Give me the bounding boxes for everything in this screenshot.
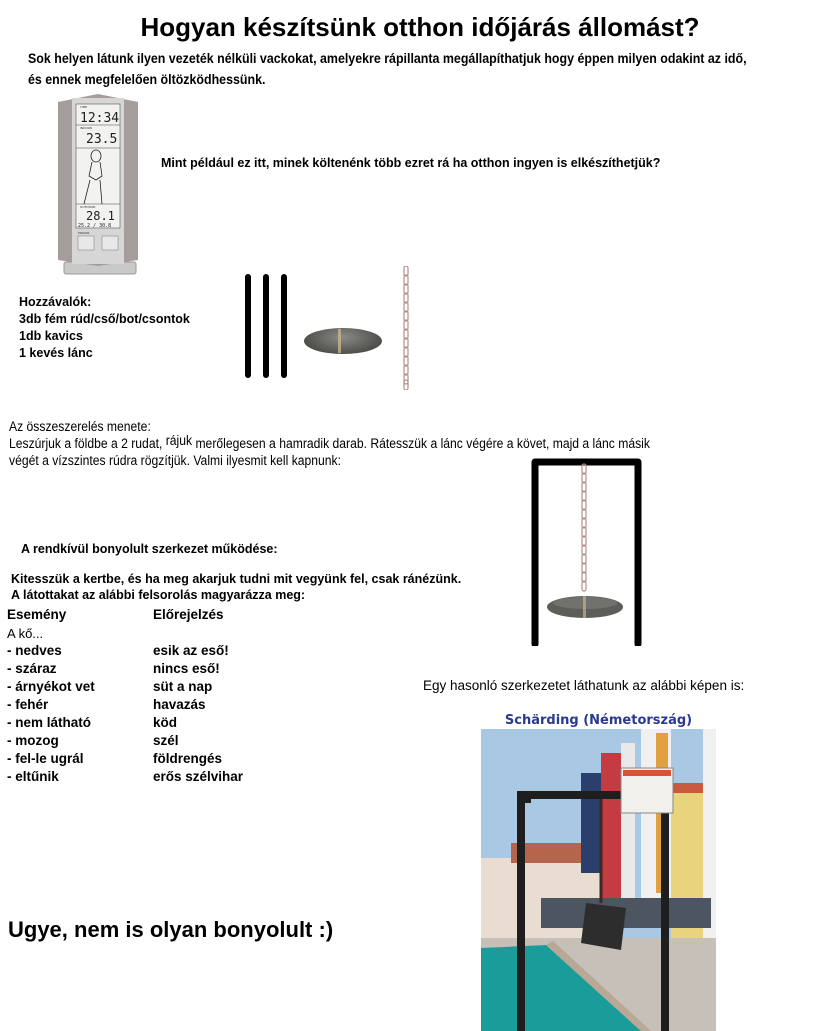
assembly-instructions [9, 418, 801, 469]
column-header-event: Esemény [7, 607, 67, 622]
similar-text: Egy hasonló szerkezetet láthatunk az alábbi képen is: [423, 678, 745, 693]
assembly-line: végét a vízszintes rúdra rögzítjük. Valmi ilyesmit kell kapnunk: [9, 453, 342, 468]
time-readout: 12:34 [80, 111, 120, 126]
stone-image [304, 328, 382, 354]
weather-station-image [52, 92, 144, 278]
operation-text: Kitesszük a kertbe, és ha meg akarjuk tudni mit vegyünk fel, csak ránézünk. A látottakat az alábbi felsorolás magyarázza meg: [11, 572, 462, 602]
assembly-line: Leszúrjuk a földbe a 2 rudat, rájuk merőlegesen a hamradik darab. Rátesszük a lánc végére a követ, majd a lánc másik [9, 433, 650, 451]
table-row: - fehér havazás [7, 697, 206, 712]
ingredients-heading: Hozzávalók: [19, 295, 92, 309]
closing-text: Ugye, nem is olyan bonyolult :) [8, 917, 334, 942]
column-header-forecast: Előrejelzés [153, 607, 224, 622]
intro-paragraph [28, 48, 816, 90]
rod-image [245, 274, 251, 378]
indoor-temp-readout: 23.5 [86, 132, 118, 147]
table-row: - árnyékot vet süt a nap [7, 679, 213, 694]
ingredients-list [19, 294, 190, 362]
svg-text:MIN/ON: MIN/ON [78, 231, 90, 235]
operation-heading: A rendkívül bonyolult szerkezet működése: [21, 542, 278, 556]
table-subject: A kő... [7, 626, 44, 641]
rod-image [281, 274, 287, 378]
intro-line: Sok helyen látunk ilyen vezeték nélküli vackokat, amelyekre rápillanta megállapíthatjuk hogy éppen milyen odakint az idő, [28, 51, 747, 66]
table-row: - nem látható köd [7, 715, 178, 730]
assembled-station-image [531, 458, 642, 646]
outdoor-temp-readout: 28.1 [86, 209, 115, 223]
chain-image [402, 266, 410, 390]
schaerding-photo [481, 713, 716, 1031]
table-row: - száraz nincs eső! [7, 661, 220, 676]
ingredient-item: 1db kavics [19, 329, 83, 343]
table-row: - mozog szél [7, 733, 179, 748]
table-row: - nedves esik az eső! [7, 643, 229, 658]
table-row: - fel-le ugrál földrengés [7, 751, 223, 766]
min-max-readout: 25.2 / 30.8 [78, 223, 112, 229]
table-row: - eltűnik erős szélvihar [7, 769, 244, 784]
intro-line: és ennek megfelelően öltözködhessünk. [28, 72, 266, 87]
rod-image [263, 274, 269, 378]
svg-text:OUTDOOR: OUTDOOR [80, 205, 96, 209]
table-header [7, 607, 243, 626]
svg-text:INDOOR: INDOOR [80, 126, 93, 130]
photo-caption: Schärding (Németország) [481, 713, 716, 729]
page-title: Hogyan készítsünk otthon időjárás állomást? [140, 12, 700, 42]
assembly-heading: Az összeszerelés menete: [9, 419, 151, 434]
ingredient-item: 3db fém rúd/cső/bot/csontok [19, 312, 190, 326]
ingredient-item: 1 kevés lánc [19, 346, 93, 360]
example-text: Mint például ez itt, minek költenénk több ezret rá ha otthon ingyen is elkészíthetjük? [161, 156, 661, 170]
forecast-table [7, 607, 243, 787]
svg-text:TIME: TIME [80, 105, 88, 109]
